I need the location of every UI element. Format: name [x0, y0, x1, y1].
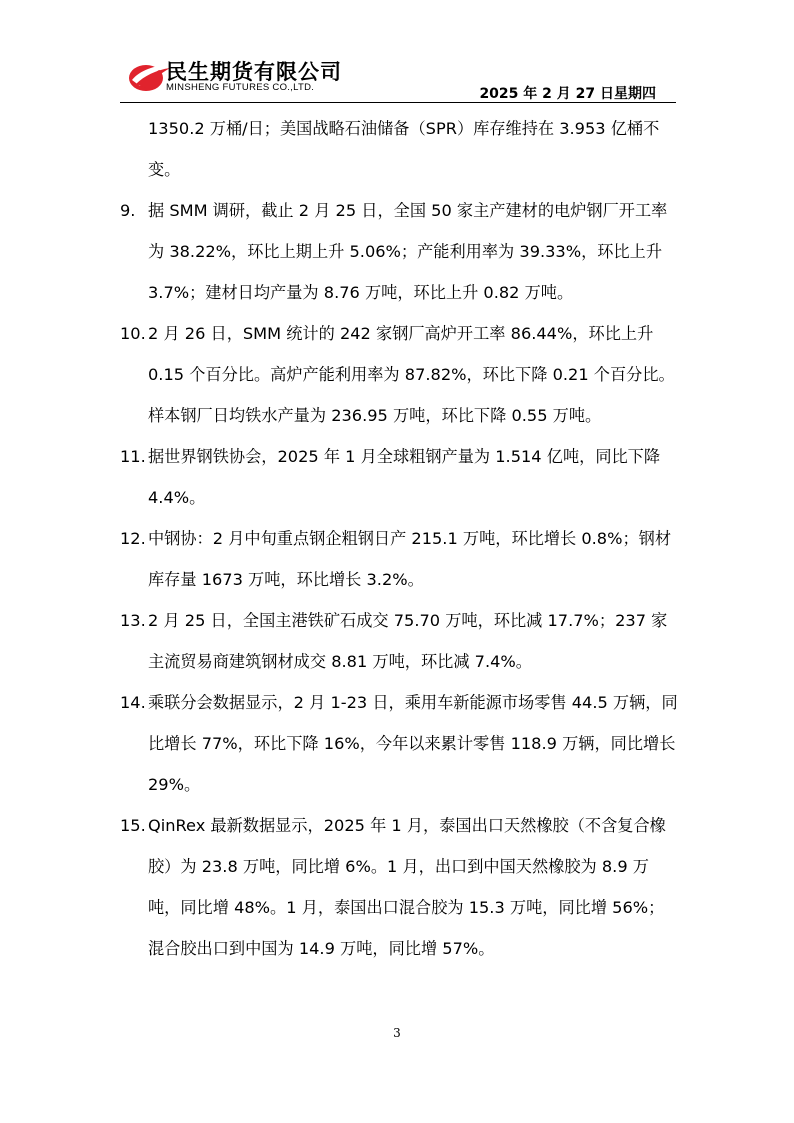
- item-text: 乘联分会数据显示，2 月 1-23 日，乘用车新能源市场零售 44.5 万辆，同比增长 77%，环比下降 16%，今年以来累计零售 118.9 万辆，同比增长 29%。: [148, 693, 678, 794]
- item-number: 11.: [120, 447, 146, 466]
- item-number: 9.: [120, 201, 136, 220]
- page-header: [120, 52, 676, 103]
- list-item: [120, 600, 680, 682]
- item-text: 中钢协：2 月中旬重点钢企粗钢日产 215.1 万吨，环比增长 0.8%；钢材库存量 1673 万吨，环比增长 3.2%。: [148, 529, 672, 589]
- company-name-en: MINSHENG FUTURES CO.,LTD.: [166, 82, 315, 93]
- item-number: 12.: [120, 529, 146, 548]
- item-number: 14.: [120, 693, 146, 712]
- item-text: 1350.2 万桶/日；美国战略石油储备（SPR）库存维持在 3.953 亿桶不变。: [148, 119, 660, 179]
- item-text: 据 SMM 调研，截止 2 月 25 日，全国 50 家主产建材的电炉钢厂开工率为 38.22%，环比上期上升 5.06%；产能利用率为 39.33%，环比上升 3.7%；建材日均产量为 8.76 万吨，环比上升 0.82 万吨。: [148, 201, 668, 302]
- item-number: 13.: [120, 611, 146, 630]
- list-item: [120, 682, 680, 805]
- news-list: [120, 108, 680, 969]
- list-item: [120, 190, 680, 313]
- item-text: 2 月 26 日，SMM 统计的 242 家钢厂高炉开工率 86.44%，环比上升 0.15 个百分比。高炉产能利用率为 87.82%，环比下降 0.21 个百分比。样本钢厂日均铁水产量为 236.95 万吨，环比下降 0.55 万吨。: [148, 324, 675, 425]
- item-number: 15.: [120, 816, 146, 835]
- report-date: 2025 年 2 月 27 日星期四: [479, 86, 656, 102]
- list-item: [120, 436, 680, 518]
- company-name-cn: 民生期货有限公司: [166, 60, 342, 84]
- item-text: 据世界钢铁协会，2025 年 1 月全球粗钢产量为 1.514 亿吨，同比下降 4.4%。: [148, 447, 661, 507]
- list-item: [120, 518, 680, 600]
- list-item: [120, 805, 680, 969]
- list-item: [120, 313, 680, 436]
- list-item: [120, 108, 680, 190]
- item-number: 10.: [120, 324, 146, 343]
- item-text: 2 月 25 日，全国主港铁矿石成交 75.70 万吨，环比减 17.7%；237 家主流贸易商建筑钢材成交 8.81 万吨，环比减 7.4%。: [148, 611, 668, 671]
- item-text: QinRex 最新数据显示，2025 年 1 月，泰国出口天然橡胶（不含复合橡胶）为 23.8 万吨，同比增 6%。1 月，出口到中国天然橡胶为 8.9 万吨，同比增 48%。1 月，泰国出口混合胶为 15.3 万吨，同比增 56%；混合胶出口到中国为 14.9 万吨，同比增 57%。: [148, 816, 666, 958]
- page-number: 3: [393, 1026, 401, 1040]
